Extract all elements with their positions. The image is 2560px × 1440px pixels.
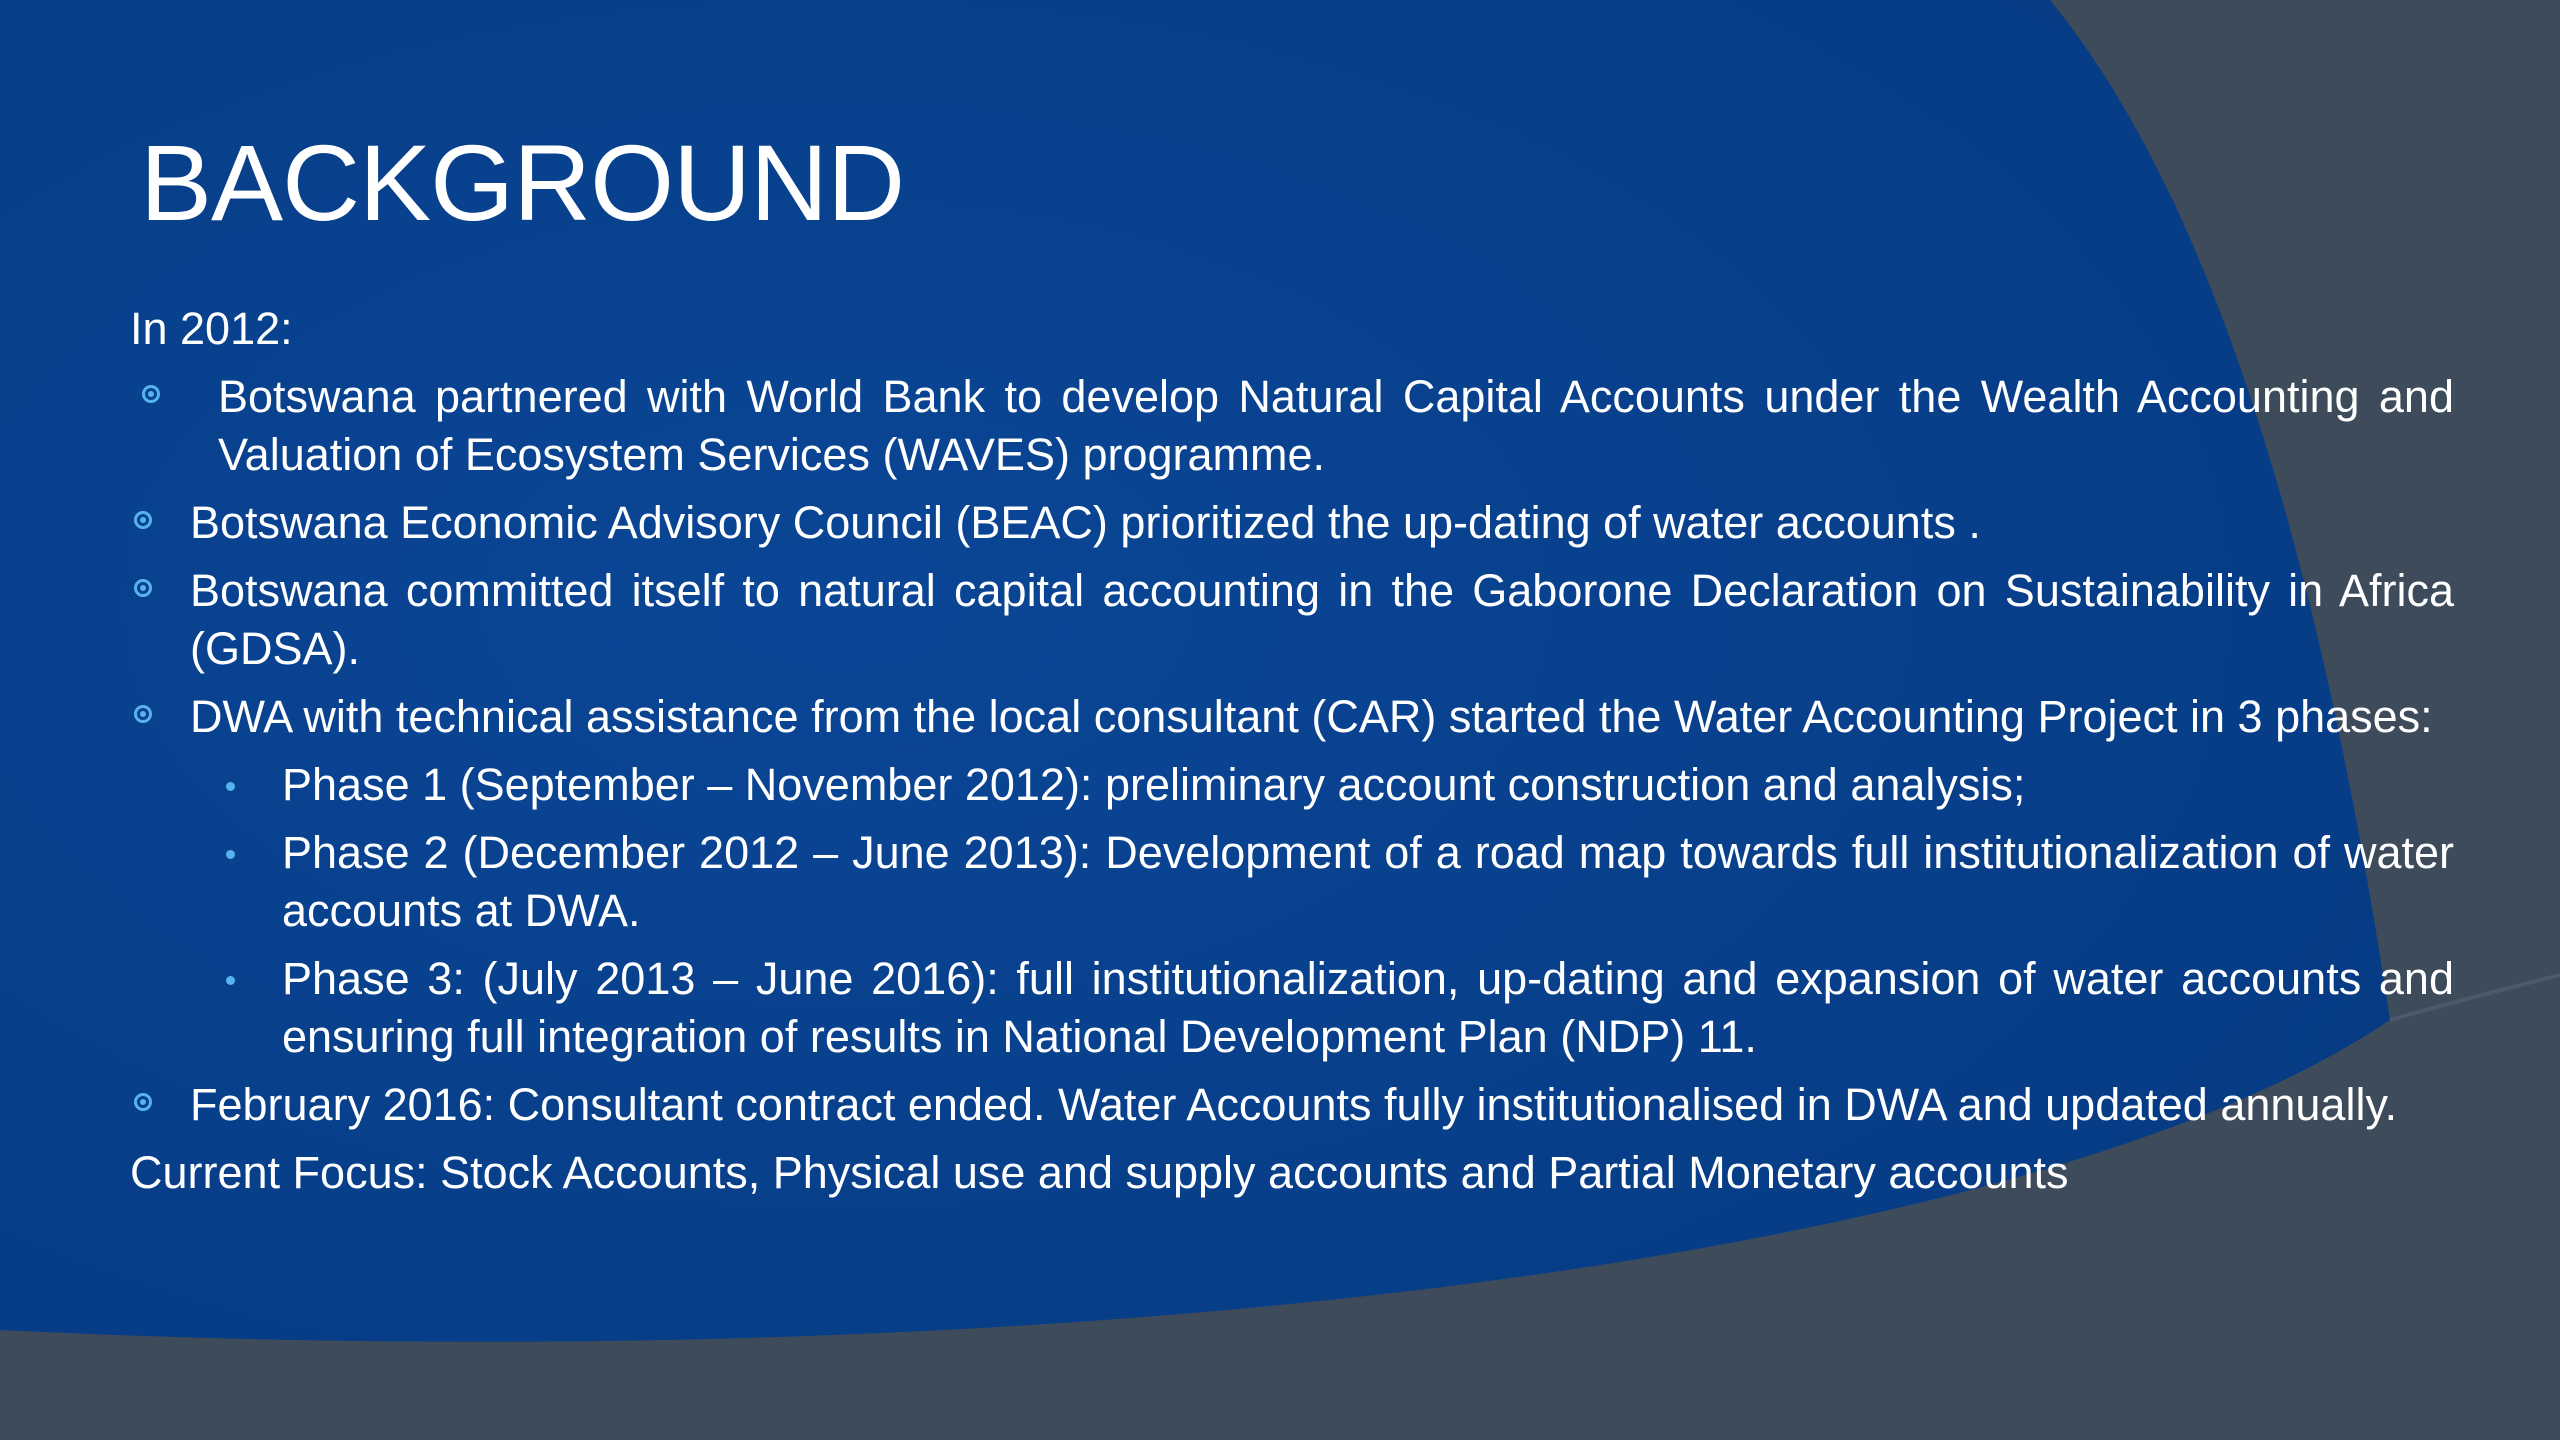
sub-bullet-item [130,824,2454,940]
slide-title: BACKGROUND [140,122,905,243]
slide-content [130,300,2454,1212]
intro-text: In 2012: [130,303,293,354]
sub-bullet-text: Phase 2 (December 2012 – June 2013): Development of a road map towards full institutionalization of water accounts at DWA. [282,827,2454,936]
circle-bullet-icon [142,385,160,403]
bullet-text: Botswana committed itself to natural capital accounting in the Gaborone Declaration on Sustainability in Africa (GDSA). [190,565,2454,674]
dot-bullet-icon [226,850,235,859]
bullet-item [130,688,2454,746]
bullet-item [130,494,2454,552]
circle-bullet-icon [134,705,152,723]
dot-bullet-icon [226,782,235,791]
bullet-item [130,1076,2454,1134]
circle-bullet-icon [134,511,152,529]
circle-bullet-icon [134,1093,152,1111]
dot-bullet-icon [226,976,235,985]
sub-bullet-item [130,950,2454,1066]
sub-bullet-text: Phase 3: (July 2013 – June 2016): full institutionalization, up-dating and expansion of water accounts and ensuring full integration of results in National Development Plan (NDP) 11. [282,953,2454,1062]
bullet-text: Botswana Economic Advisory Council (BEAC) prioritized the up-dating of water accounts . [190,497,1981,548]
footer-line: Current Focus: Stock Accounts, Physical use and supply accounts and Partial Monetary accounts [130,1147,2069,1198]
sub-bullet-item [130,756,2454,814]
bullet-item [130,368,2454,484]
bullet-text: February 2016: Consultant contract ended. Water Accounts fully institutionalised in DWA and updated annually. [190,1079,2398,1130]
circle-bullet-icon [134,579,152,597]
bullet-text: Botswana partnered with World Bank to develop Natural Capital Accounts under the Wealth Accounting and Valuation of Ecosystem Services (WAVES) programme. [218,371,2454,480]
bullet-text: DWA with technical assistance from the local consultant (CAR) started the Water Accounting Project in 3 phases: [190,691,2433,742]
bullet-item [130,562,2454,678]
sub-bullet-text: Phase 1 (September – November 2012): preliminary account construction and analysis; [282,759,2026,810]
